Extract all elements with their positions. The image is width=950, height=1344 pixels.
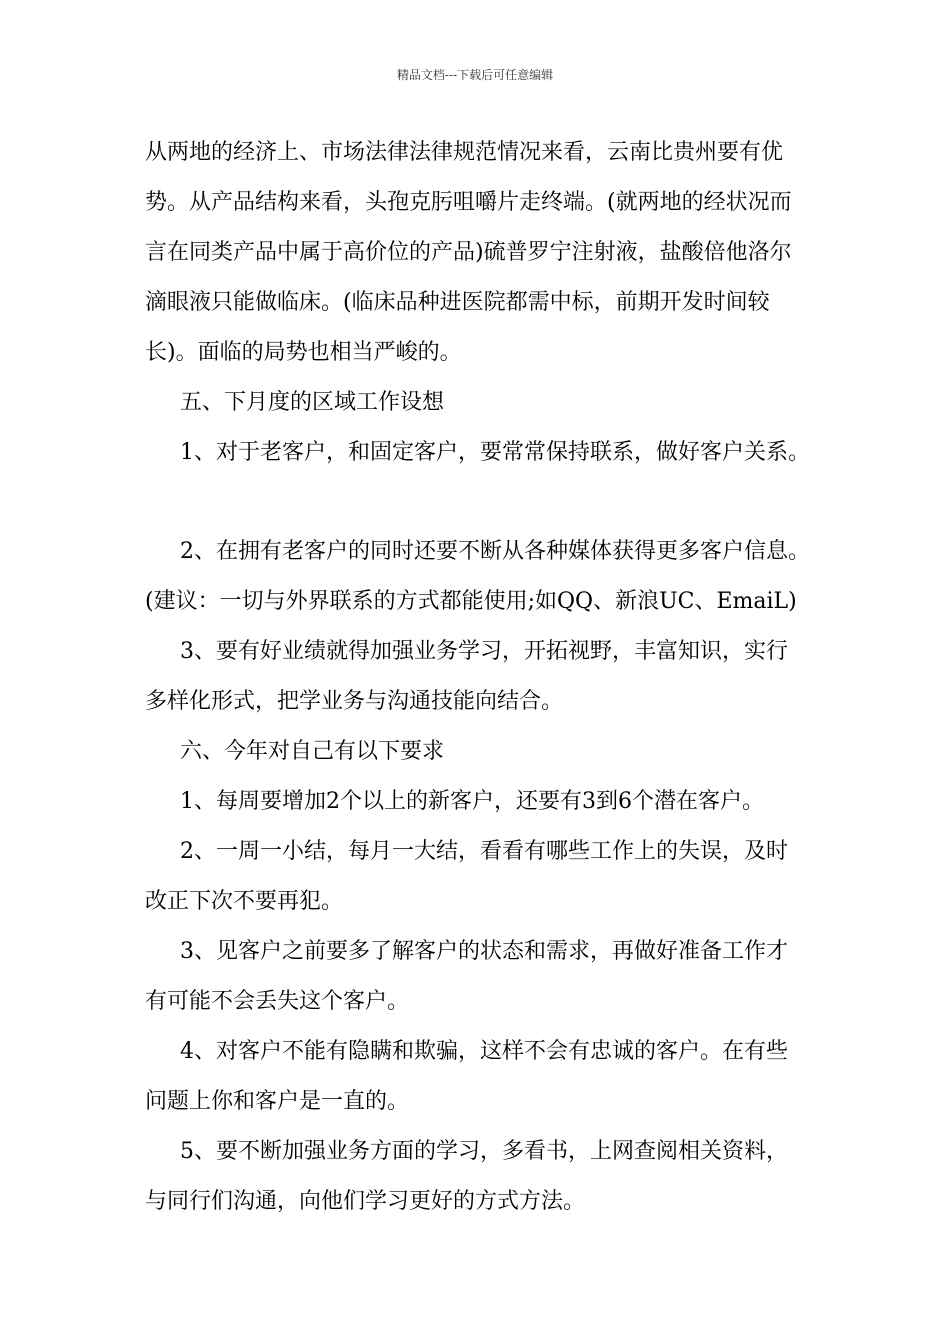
- body-line: 4、对客户不能有隐瞒和欺骗，这样不会有忠诚的客户。在有些: [180, 1039, 788, 1064]
- body-line: 从两地的经济上、市场法律法律规范情况来看，云南比贵州要有优: [145, 140, 784, 165]
- body-line: 言在同类产品中属于高价位的产品)硫普罗宁注射液，盐酸倍他洛尔: [145, 240, 792, 265]
- body-line: 长)。面临的局势也相当严峻的。: [145, 340, 462, 365]
- body-line: 问题上你和客户是一直的。: [145, 1089, 410, 1114]
- body-line: 1、对于老客户，和固定客户，要常常保持联系，做好客户关系。: [180, 440, 810, 465]
- body-line: 与同行们沟通，向他们学习更好的方式方法。: [145, 1189, 586, 1214]
- body-line: 滴眼液只能做临床。(临床品种进医院都需中标，前期开发时间较: [145, 290, 770, 315]
- body-line: 改正下次不要再犯。: [145, 889, 344, 914]
- page-header: 精品文档---下载后可任意编辑: [396, 68, 554, 82]
- section-heading: 六、今年对自己有以下要求: [180, 739, 445, 764]
- body-line: 2、一周一小结，每月一大结，看看有哪些工作上的失误，及时: [180, 839, 788, 864]
- body-line: 1、每周要增加2个以上的新客户，还要有3到6个潜在客户。: [180, 789, 764, 814]
- body-line: (建议：一切与外界联系的方式都能使用;如QQ、新浪UC、EmaiL): [145, 589, 797, 614]
- body-line: 多样化形式，把学业务与沟通技能向结合。: [145, 689, 564, 714]
- body-line: 有可能不会丢失这个客户。: [145, 989, 410, 1014]
- section-heading: 五、下月度的区域工作设想: [180, 390, 445, 415]
- body-line: 3、要有好业绩就得加强业务学习，开拓视野，丰富知识，实行: [180, 639, 788, 664]
- body-line: 势。从产品结构来看，头孢克肟咀嚼片走终端。(就两地的经状况而: [145, 190, 792, 215]
- body-line: 3、见客户之前要多了解客户的状态和需求，再做好准备工作才: [180, 939, 788, 964]
- body-line: 2、在拥有老客户的同时还要不断从各种媒体获得更多客户信息。: [180, 539, 810, 564]
- body-line: 5、要不断加强业务方面的学习，多看书，上网查阅相关资料，: [180, 1139, 788, 1164]
